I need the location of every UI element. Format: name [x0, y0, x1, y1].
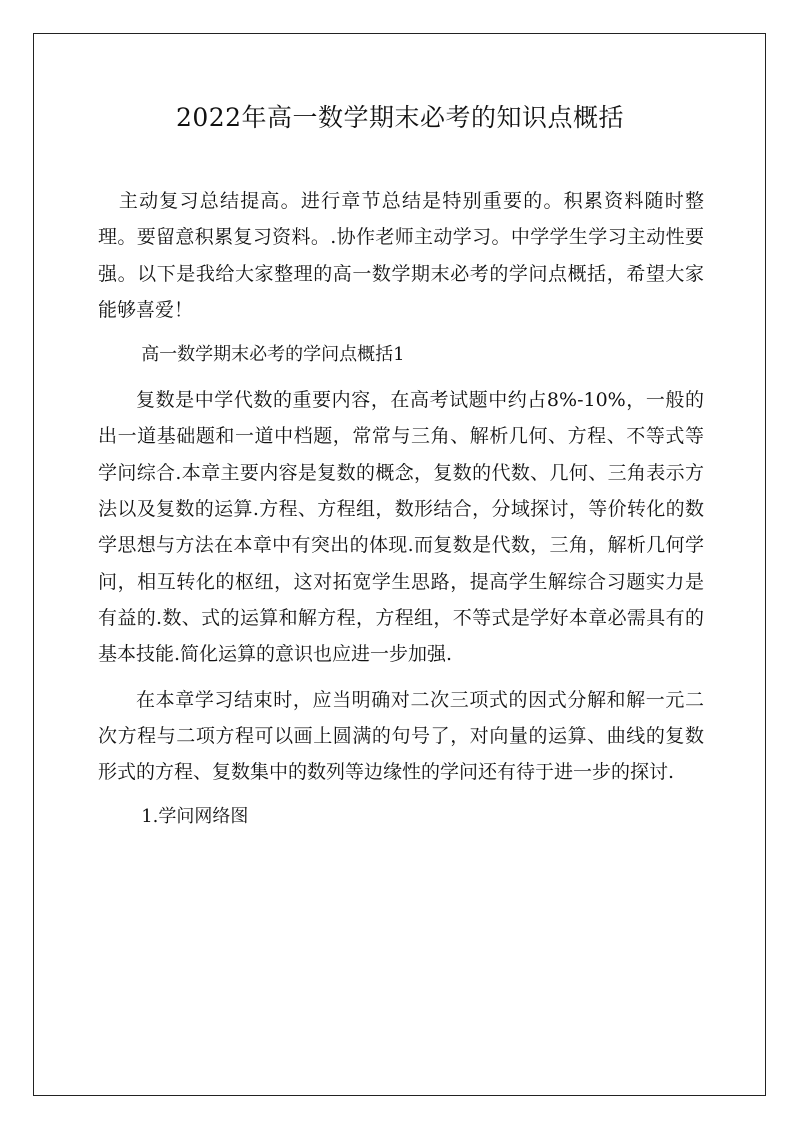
section-heading: 高一数学期末必考的学问点概括1	[141, 344, 405, 366]
intro-paragraph: 主动复习总结提高。进行章节总结是特别重要的。积累资料随时整理。要留意积累复习资料。.协作老师主动学习。中学学生学习主动性要强。以下是我给大家整理的高一数学期末必考的学问点概括，希望大家能够喜爱！	[98, 190, 704, 321]
body-paragraph-1: 复数是中学代数的重要内容，在高考试题中约占8%-10%，一般的出一道基础题和一道中档题，常常与三角、解析几何、方程、不等式等学问综合.本章主要内容是复数的概念，复数的代数、几何、三角表示方法以及复数的运算.方程、方程组，数形结合，分域探讨，等价转化的数学思想与方法在本章中有突出的体现.而复数是代数，三角，解析几何学问，相互转化的枢纽，这对拓宽学生思路，提高学生解综合习题实力是有益的.数、式的运算和解方程，方程组，不等式是学好本章必需具有的基本技能.简化运算的意识也应进一步加强.	[98, 389, 704, 666]
body-paragraph-2: 在本章学习结束时，应当明确对二次三项式的因式分解和解一元二次方程与二项方程可以画上圆满的句号了，对向量的运算、曲线的复数形式的方程、复数集中的数列等边缘性的学问还有待于进一步的探讨.	[98, 688, 704, 784]
document-body	[98, 183, 704, 844]
document-title: 2022年高一数学期末必考的知识点概括	[175, 103, 625, 132]
list-item-knowledge-map: 1.学问网络图	[141, 806, 249, 828]
